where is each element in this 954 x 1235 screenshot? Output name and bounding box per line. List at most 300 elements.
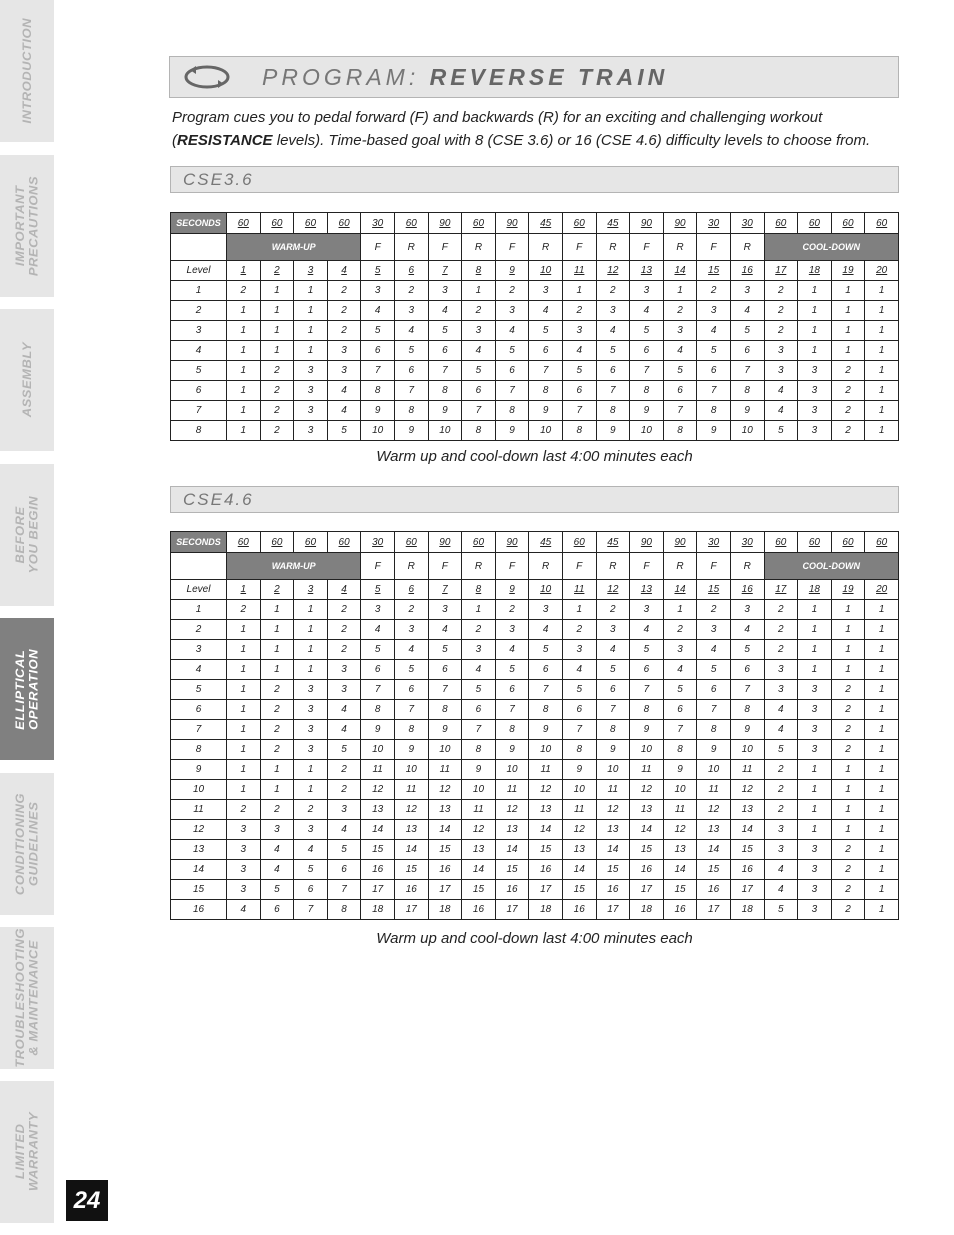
segment-seconds: 60 <box>764 213 798 234</box>
resistance-cell: 3 <box>260 820 294 840</box>
segment-number: 18 <box>798 261 832 281</box>
segment-number: 5 <box>361 580 395 600</box>
resistance-cell: 5 <box>361 321 395 341</box>
resistance-cell: 8 <box>697 401 731 421</box>
description-line-2 <box>172 129 892 152</box>
segment-number: 4 <box>327 261 361 281</box>
resistance-cell: 1 <box>260 660 294 680</box>
resistance-cell: 18 <box>630 900 664 920</box>
resistance-cell: 1 <box>865 301 899 321</box>
resistance-cell: 3 <box>361 600 395 620</box>
empty-cell <box>171 234 227 261</box>
segment-number: 4 <box>327 580 361 600</box>
title-prefix: PROGRAM: <box>262 63 420 90</box>
resistance-cell: 4 <box>596 321 630 341</box>
resistance-cell: 13 <box>394 820 428 840</box>
resistance-cell: 2 <box>327 620 361 640</box>
resistance-cell: 6 <box>663 381 697 401</box>
resistance-cell: 7 <box>596 700 630 720</box>
segment-seconds: 60 <box>227 532 261 553</box>
resistance-cell: 3 <box>495 301 529 321</box>
resistance-cell: 4 <box>663 660 697 680</box>
resistance-cell: 11 <box>730 760 764 780</box>
resistance-cell: 1 <box>865 780 899 800</box>
resistance-cell: 15 <box>663 880 697 900</box>
resistance-cell: 2 <box>596 281 630 301</box>
resistance-cell: 5 <box>361 640 395 660</box>
direction-cell: R <box>529 234 563 261</box>
segment-number: 3 <box>294 261 328 281</box>
resistance-cell: 1 <box>865 880 899 900</box>
resistance-cell: 5 <box>764 421 798 441</box>
level-number: 7 <box>171 401 227 421</box>
resistance-cell: 1 <box>227 321 261 341</box>
resistance-cell: 8 <box>361 700 395 720</box>
resistance-cell: 1 <box>260 341 294 361</box>
resistance-cell: 2 <box>831 680 865 700</box>
resistance-cell: 3 <box>294 700 328 720</box>
resistance-cell: 6 <box>630 660 664 680</box>
resistance-cell: 3 <box>394 301 428 321</box>
page-number: 24 <box>66 1180 108 1221</box>
resistance-cell: 5 <box>663 680 697 700</box>
resistance-cell: 5 <box>730 640 764 660</box>
resistance-cell: 16 <box>361 860 395 880</box>
resistance-cell: 3 <box>327 800 361 820</box>
program-title-bar <box>169 56 899 98</box>
level-number: 3 <box>171 321 227 341</box>
resistance-cell: 3 <box>294 401 328 421</box>
segment-seconds: 90 <box>428 532 462 553</box>
resistance-cell: 13 <box>462 840 496 860</box>
resistance-cell: 4 <box>764 860 798 880</box>
level-row <box>171 780 899 800</box>
resistance-cell: 9 <box>394 740 428 760</box>
resistance-cell: 1 <box>831 640 865 660</box>
level-row <box>171 600 899 620</box>
level-number: 5 <box>171 680 227 700</box>
segment-number: 18 <box>798 580 832 600</box>
resistance-cell: 4 <box>596 640 630 660</box>
resistance-cell: 8 <box>462 421 496 441</box>
resistance-cell: 12 <box>462 820 496 840</box>
resistance-cell: 1 <box>227 341 261 361</box>
direction-cell: F <box>562 553 596 580</box>
resistance-cell: 17 <box>630 880 664 900</box>
segment-number: 17 <box>764 580 798 600</box>
level-row <box>171 361 899 381</box>
segment-number: 10 <box>529 580 563 600</box>
level-row <box>171 401 899 421</box>
tab-important-precautions[interactable] <box>0 155 54 297</box>
resistance-cell: 3 <box>630 281 664 301</box>
segment-seconds: 60 <box>394 213 428 234</box>
level-number: 11 <box>171 800 227 820</box>
resistance-cell: 17 <box>495 900 529 920</box>
tab-elliptical-operation[interactable] <box>0 618 54 760</box>
resistance-cell: 3 <box>227 820 261 840</box>
seconds-row <box>171 532 899 553</box>
level-row <box>171 321 899 341</box>
resistance-cell: 1 <box>260 600 294 620</box>
segment-seconds: 45 <box>596 532 630 553</box>
resistance-cell: 13 <box>562 840 596 860</box>
resistance-cell: 8 <box>596 720 630 740</box>
resistance-cell: 4 <box>327 720 361 740</box>
resistance-cell: 6 <box>294 880 328 900</box>
resistance-cell: 1 <box>294 600 328 620</box>
resistance-cell: 9 <box>562 760 596 780</box>
resistance-cell: 5 <box>462 680 496 700</box>
resistance-cell: 5 <box>764 740 798 760</box>
level-number: 2 <box>171 301 227 321</box>
resistance-cell: 2 <box>697 281 731 301</box>
direction-cell: R <box>462 234 496 261</box>
resistance-cell: 15 <box>462 880 496 900</box>
resistance-cell: 1 <box>865 800 899 820</box>
resistance-cell: 13 <box>730 800 764 820</box>
resistance-cell: 1 <box>227 301 261 321</box>
resistance-cell: 1 <box>294 301 328 321</box>
resistance-cell: 6 <box>428 660 462 680</box>
resistance-cell: 3 <box>798 900 832 920</box>
resistance-cell: 7 <box>562 401 596 421</box>
resistance-cell: 16 <box>630 860 664 880</box>
resistance-cell: 1 <box>865 341 899 361</box>
tab-limited-warranty[interactable] <box>0 1081 54 1223</box>
resistance-cell: 3 <box>798 700 832 720</box>
resistance-cell: 9 <box>361 401 395 421</box>
resistance-cell: 7 <box>529 680 563 700</box>
level-row <box>171 760 899 780</box>
resistance-cell: 18 <box>730 900 764 920</box>
tab-troubleshooting-maintenance[interactable] <box>0 927 54 1069</box>
direction-cell: R <box>663 234 697 261</box>
resistance-cell: 16 <box>697 880 731 900</box>
resistance-cell: 3 <box>428 600 462 620</box>
title-program-name: REVERSE TRAIN <box>429 63 669 90</box>
resistance-cell: 4 <box>428 301 462 321</box>
resistance-cell: 11 <box>630 760 664 780</box>
direction-cell: F <box>495 234 529 261</box>
resistance-cell: 9 <box>495 740 529 760</box>
resistance-cell: 2 <box>562 301 596 321</box>
resistance-cell: 1 <box>865 281 899 301</box>
description-paren: ( <box>172 132 177 149</box>
resistance-cell: 2 <box>260 361 294 381</box>
level-number: 4 <box>171 341 227 361</box>
resistance-cell: 2 <box>260 680 294 700</box>
warm-up-label: WARM-UP <box>227 553 361 580</box>
resistance-cell: 5 <box>596 341 630 361</box>
resistance-cell: 3 <box>663 640 697 660</box>
segment-seconds: 30 <box>697 532 731 553</box>
level-row <box>171 301 899 321</box>
resistance-cell: 4 <box>697 321 731 341</box>
resistance-cell: 17 <box>394 900 428 920</box>
resistance-cell: 7 <box>630 680 664 700</box>
description-bold-term: RESISTANCE <box>177 132 273 149</box>
resistance-cell: 14 <box>697 840 731 860</box>
resistance-cell: 15 <box>730 840 764 860</box>
resistance-cell: 2 <box>260 700 294 720</box>
resistance-cell: 4 <box>562 341 596 361</box>
resistance-cell: 5 <box>663 361 697 381</box>
resistance-cell: 2 <box>764 321 798 341</box>
resistance-cell: 13 <box>361 800 395 820</box>
resistance-cell: 8 <box>562 740 596 760</box>
level-row <box>171 700 899 720</box>
resistance-cell: 2 <box>495 281 529 301</box>
resistance-cell: 2 <box>831 880 865 900</box>
resistance-cell: 3 <box>596 301 630 321</box>
resistance-cell: 8 <box>361 381 395 401</box>
resistance-cell: 15 <box>394 860 428 880</box>
resistance-cell: 4 <box>227 900 261 920</box>
segment-number: 12 <box>596 261 630 281</box>
resistance-cell: 9 <box>462 760 496 780</box>
resistance-cell: 3 <box>495 620 529 640</box>
resistance-cell: 15 <box>428 840 462 860</box>
segment-seconds: 60 <box>764 532 798 553</box>
direction-cell: F <box>697 553 731 580</box>
resistance-cell: 14 <box>730 820 764 840</box>
resistance-cell: 16 <box>394 880 428 900</box>
resistance-cell: 1 <box>462 600 496 620</box>
resistance-cell: 7 <box>361 680 395 700</box>
resistance-cell: 18 <box>428 900 462 920</box>
resistance-cell: 2 <box>764 301 798 321</box>
resistance-cell: 1 <box>562 281 596 301</box>
resistance-cell: 8 <box>730 700 764 720</box>
tab-label: TROUBLESHOOTING & MAINTENANCE <box>12 928 41 1068</box>
resistance-cell: 3 <box>327 660 361 680</box>
direction-cell: F <box>428 553 462 580</box>
resistance-cell: 5 <box>529 640 563 660</box>
resistance-cell: 6 <box>562 381 596 401</box>
direction-cell: R <box>529 553 563 580</box>
direction-cell: F <box>361 234 395 261</box>
resistance-cell: 1 <box>260 620 294 640</box>
resistance-cell: 3 <box>630 600 664 620</box>
resistance-cell: 7 <box>361 361 395 381</box>
resistance-cell: 2 <box>831 401 865 421</box>
resistance-cell: 2 <box>663 301 697 321</box>
resistance-cell: 2 <box>327 760 361 780</box>
resistance-cell: 3 <box>327 361 361 381</box>
program-table-cse46 <box>170 531 899 920</box>
reverse-arrows-icon <box>182 62 232 92</box>
resistance-cell: 4 <box>529 620 563 640</box>
resistance-cell: 5 <box>562 680 596 700</box>
resistance-cell: 1 <box>294 341 328 361</box>
resistance-cell: 1 <box>831 620 865 640</box>
resistance-cell: 9 <box>730 401 764 421</box>
segment-seconds: 60 <box>462 213 496 234</box>
resistance-cell: 1 <box>294 760 328 780</box>
resistance-cell: 1 <box>227 700 261 720</box>
segment-number: 19 <box>831 580 865 600</box>
resistance-cell: 4 <box>260 860 294 880</box>
resistance-cell: 10 <box>596 760 630 780</box>
resistance-cell: 16 <box>495 880 529 900</box>
resistance-cell: 1 <box>227 401 261 421</box>
segment-number: 9 <box>495 261 529 281</box>
segment-seconds: 60 <box>327 532 361 553</box>
resistance-cell: 5 <box>327 421 361 441</box>
resistance-cell: 6 <box>730 341 764 361</box>
resistance-cell: 6 <box>730 660 764 680</box>
resistance-cell: 17 <box>730 880 764 900</box>
resistance-cell: 10 <box>361 421 395 441</box>
resistance-cell: 1 <box>865 321 899 341</box>
resistance-cell: 1 <box>227 760 261 780</box>
resistance-cell: 14 <box>529 820 563 840</box>
segment-number: 2 <box>260 580 294 600</box>
resistance-cell: 1 <box>260 640 294 660</box>
resistance-cell: 8 <box>562 421 596 441</box>
tab-label: ELLIPTICAL OPERATION <box>12 648 41 730</box>
resistance-cell: 1 <box>663 281 697 301</box>
resistance-cell: 8 <box>394 401 428 421</box>
resistance-cell: 15 <box>495 860 529 880</box>
resistance-cell: 9 <box>361 720 395 740</box>
direction-cell: F <box>428 234 462 261</box>
resistance-cell: 8 <box>394 720 428 740</box>
resistance-cell: 10 <box>730 740 764 760</box>
resistance-cell: 11 <box>697 780 731 800</box>
level-row <box>171 281 899 301</box>
resistance-cell: 17 <box>529 880 563 900</box>
resistance-cell: 12 <box>697 800 731 820</box>
resistance-cell: 2 <box>227 281 261 301</box>
resistance-cell: 8 <box>462 740 496 760</box>
resistance-cell: 1 <box>798 800 832 820</box>
resistance-cell: 6 <box>327 860 361 880</box>
segment-seconds: 90 <box>428 213 462 234</box>
resistance-cell: 10 <box>630 740 664 760</box>
resistance-cell: 6 <box>596 680 630 700</box>
resistance-cell: 1 <box>294 660 328 680</box>
segment-seconds: 60 <box>260 213 294 234</box>
resistance-cell: 1 <box>294 620 328 640</box>
segment-number: 1 <box>227 261 261 281</box>
resistance-cell: 3 <box>562 640 596 660</box>
resistance-cell: 3 <box>798 720 832 740</box>
resistance-cell: 3 <box>227 840 261 860</box>
direction-cell: F <box>697 234 731 261</box>
resistance-cell: 3 <box>730 281 764 301</box>
resistance-cell: 13 <box>529 800 563 820</box>
resistance-cell: 5 <box>260 880 294 900</box>
cool-down-label: COOL-DOWN <box>764 234 899 261</box>
resistance-cell: 9 <box>428 401 462 421</box>
resistance-cell: 5 <box>495 341 529 361</box>
resistance-cell: 1 <box>562 600 596 620</box>
resistance-cell: 3 <box>697 620 731 640</box>
direction-cell: R <box>462 553 496 580</box>
resistance-cell: 4 <box>327 700 361 720</box>
resistance-cell: 2 <box>495 600 529 620</box>
tab-conditioning-guidelines[interactable] <box>0 773 54 915</box>
page-title <box>262 64 668 91</box>
resistance-cell: 6 <box>462 700 496 720</box>
resistance-cell: 1 <box>831 600 865 620</box>
tab-assembly[interactable] <box>0 309 54 451</box>
resistance-cell: 1 <box>798 660 832 680</box>
resistance-cell: 9 <box>730 720 764 740</box>
resistance-cell: 7 <box>697 700 731 720</box>
level-number: 14 <box>171 860 227 880</box>
segment-seconds: 90 <box>495 213 529 234</box>
resistance-cell: 1 <box>227 620 261 640</box>
seconds-label: SECONDS <box>171 213 227 234</box>
resistance-cell: 3 <box>764 680 798 700</box>
segment-seconds: 60 <box>260 532 294 553</box>
segment-seconds: 60 <box>831 532 865 553</box>
segment-number: 6 <box>394 580 428 600</box>
level-number: 1 <box>171 281 227 301</box>
tab-before-you-begin[interactable] <box>0 464 54 606</box>
description-rest: levels). Time-based goal with 8 (CSE 3.6) or 16 (CSE 4.6) difficulty levels to choose from. <box>272 132 871 149</box>
resistance-cell: 10 <box>697 760 731 780</box>
resistance-cell: 18 <box>529 900 563 920</box>
resistance-cell: 7 <box>630 361 664 381</box>
warm-up-label: WARM-UP <box>227 234 361 261</box>
resistance-cell: 1 <box>865 740 899 760</box>
resistance-cell: 7 <box>394 381 428 401</box>
level-row <box>171 640 899 660</box>
resistance-cell: 10 <box>529 740 563 760</box>
resistance-cell: 1 <box>260 321 294 341</box>
section-header-cse46: CSE4.6 <box>170 486 899 513</box>
resistance-cell: 3 <box>327 341 361 361</box>
resistance-cell: 2 <box>327 640 361 660</box>
table-caption-cse36: Warm up and cool-down last 4:00 minutes each <box>376 448 693 465</box>
segment-number: 1 <box>227 580 261 600</box>
resistance-cell: 1 <box>831 321 865 341</box>
tab-introduction[interactable] <box>0 0 54 142</box>
resistance-cell: 3 <box>294 361 328 381</box>
resistance-cell: 5 <box>394 660 428 680</box>
segment-number: 14 <box>663 580 697 600</box>
resistance-cell: 1 <box>865 620 899 640</box>
resistance-cell: 3 <box>294 820 328 840</box>
resistance-cell: 10 <box>394 760 428 780</box>
resistance-cell: 4 <box>764 381 798 401</box>
resistance-cell: 7 <box>394 700 428 720</box>
seconds-label: SECONDS <box>171 532 227 553</box>
resistance-cell: 2 <box>831 421 865 441</box>
resistance-cell: 5 <box>529 321 563 341</box>
resistance-cell: 16 <box>663 900 697 920</box>
resistance-cell: 6 <box>394 361 428 381</box>
resistance-cell: 1 <box>227 680 261 700</box>
level-number: 3 <box>171 640 227 660</box>
tab-label: INTRODUCTION <box>19 18 34 124</box>
resistance-cell: 13 <box>663 840 697 860</box>
resistance-cell: 1 <box>865 421 899 441</box>
direction-cell: R <box>663 553 697 580</box>
resistance-cell: 7 <box>495 381 529 401</box>
resistance-cell: 1 <box>798 301 832 321</box>
resistance-cell: 10 <box>428 740 462 760</box>
resistance-cell: 7 <box>294 900 328 920</box>
resistance-cell: 4 <box>562 660 596 680</box>
resistance-cell: 2 <box>260 421 294 441</box>
resistance-cell: 3 <box>798 361 832 381</box>
segment-seconds: 90 <box>630 532 664 553</box>
